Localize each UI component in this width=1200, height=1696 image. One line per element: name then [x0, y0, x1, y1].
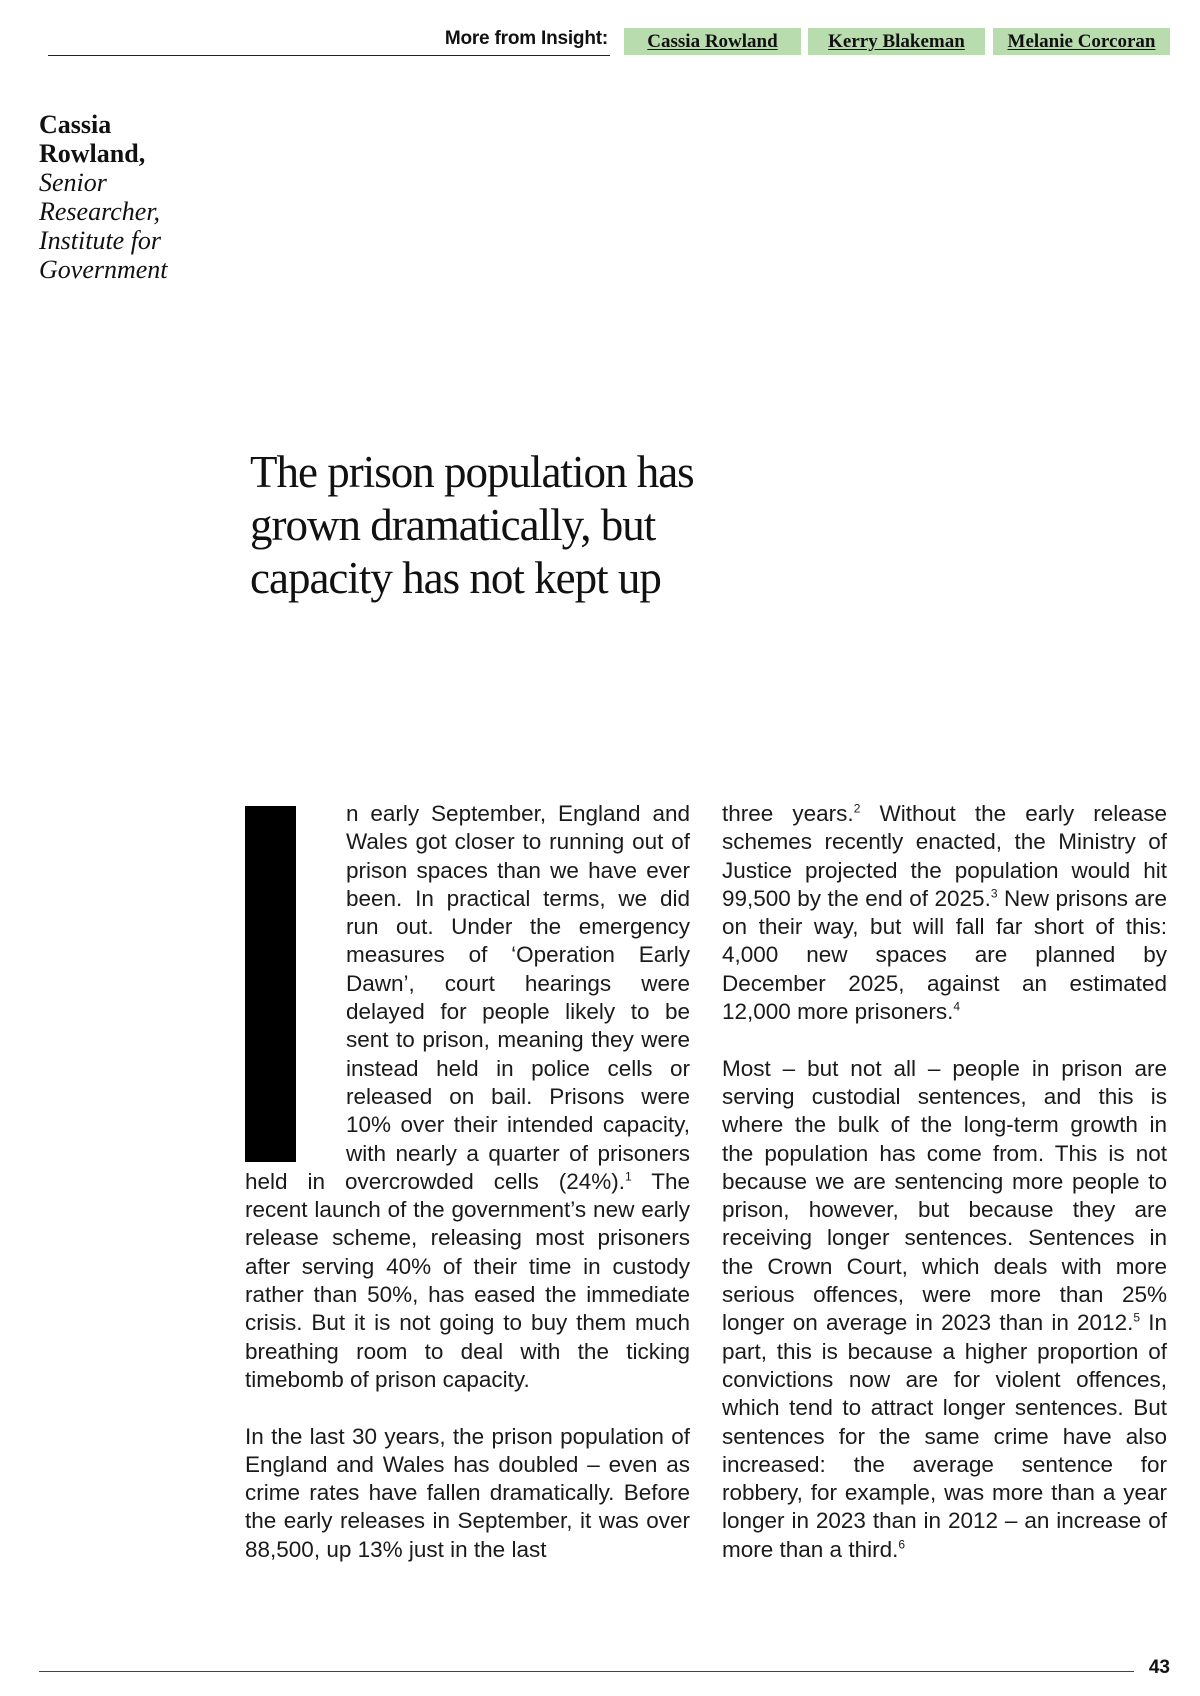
- article-headline: The prison population has grown dramatically, but capacity has not kept up: [250, 447, 694, 603]
- more-from-label: More from Insight:: [444, 28, 608, 49]
- paragraph-text: New prisons are on their way, but will fall far short of this: 4,000 new spaces are planned by December 2025, against an estimated 12,000 more prisoners.: [722, 885, 1167, 1025]
- article-column-right: [722, 800, 1167, 1592]
- byline-name-line-1: Cassia: [39, 110, 112, 139]
- footnote-ref: 3: [990, 886, 998, 901]
- article-column-left: [245, 800, 690, 1592]
- byline-role-line-2: Researcher,: [39, 197, 161, 226]
- article-paragraph: [245, 800, 690, 1394]
- footer-rule: [39, 1671, 1134, 1672]
- byline-name-line-2: Rowland,: [39, 139, 146, 168]
- byline-role-line-3: Institute for: [39, 226, 162, 255]
- article-paragraph: [722, 800, 1167, 1026]
- author-link-cassia-rowland[interactable]: Cassia Rowland: [624, 28, 801, 55]
- footnote-ref: 4: [953, 999, 961, 1014]
- paragraph-text: n early September, England and Wales got closer to running out of prison spaces than we have ever been. In practical terms, we did run out. Under the emergency measures of ‘Operation Early Dawn’, court hearings were delayed for people likely to be sent to prison, meaning they were instead held in police cells or released on bail. Prisons were 10% over their intended capacity, with nearly a quarter of prisoners held in overcrowded cells (24%).: [245, 801, 690, 1194]
- author-link-melanie-corcoran[interactable]: Melanie Corcoran: [993, 28, 1170, 55]
- footnote-ref: 2: [853, 801, 861, 816]
- drop-cap: [245, 806, 296, 1162]
- paragraph-text: Most – but not all – people in prison are serving custodial sentences, and this is where the bulk of the long-term growth in the population has come from. This is not because we are sentencing more people to prison, however, but because they are receiving longer sentences. Sentences in the Crown Court, which deals with more serious offences, were more than 25% longer on average in 2023 than in 2012.: [722, 1055, 1167, 1336]
- paragraph-text: Without the early release schemes recently enacted, the Ministry of Justice projected the population would hit 99,500 by the end of 2025.: [722, 801, 1167, 911]
- footnote-ref: 6: [898, 1537, 906, 1552]
- byline-role-line-4: Government: [39, 255, 168, 284]
- author-byline: [39, 110, 189, 284]
- page-number: 43: [1148, 1657, 1170, 1678]
- header-rule: [48, 55, 610, 56]
- footnote-ref: 5: [1133, 1310, 1141, 1325]
- article-paragraph: [245, 1423, 690, 1564]
- paragraph-text: In part, this is because a higher proportion of convictions now are for violent offences, which tend to attract longer sentences. But sentences for the same crime have also increased: the average sentence for robbery, for example, was more than a year longer in 2023 than in 2012 – an increase of more than a third.: [722, 1310, 1167, 1562]
- paragraph-text: three years.: [722, 801, 854, 826]
- paragraph-text: In the last 30 years, the prison population of England and Wales has doubled – even as crime rates have fallen dramatically. Before the early releases in September, it was over 88,500, up 13% just in the last: [245, 1423, 690, 1562]
- article-paragraph: [722, 1055, 1167, 1564]
- footnote-ref: 1: [624, 1169, 632, 1184]
- paragraph-text: The recent launch of the government’s new early release scheme, releasing most prisoners after serving 40% of their time in custody rather than 50%, has eased the immediate crisis. But it is not going to buy them much breathing room to deal with the ticking timebomb of prison capacity.: [245, 1168, 690, 1392]
- byline-role-line-1: Senior: [39, 168, 107, 197]
- author-link-kerry-blakeman[interactable]: Kerry Blakeman: [808, 28, 985, 55]
